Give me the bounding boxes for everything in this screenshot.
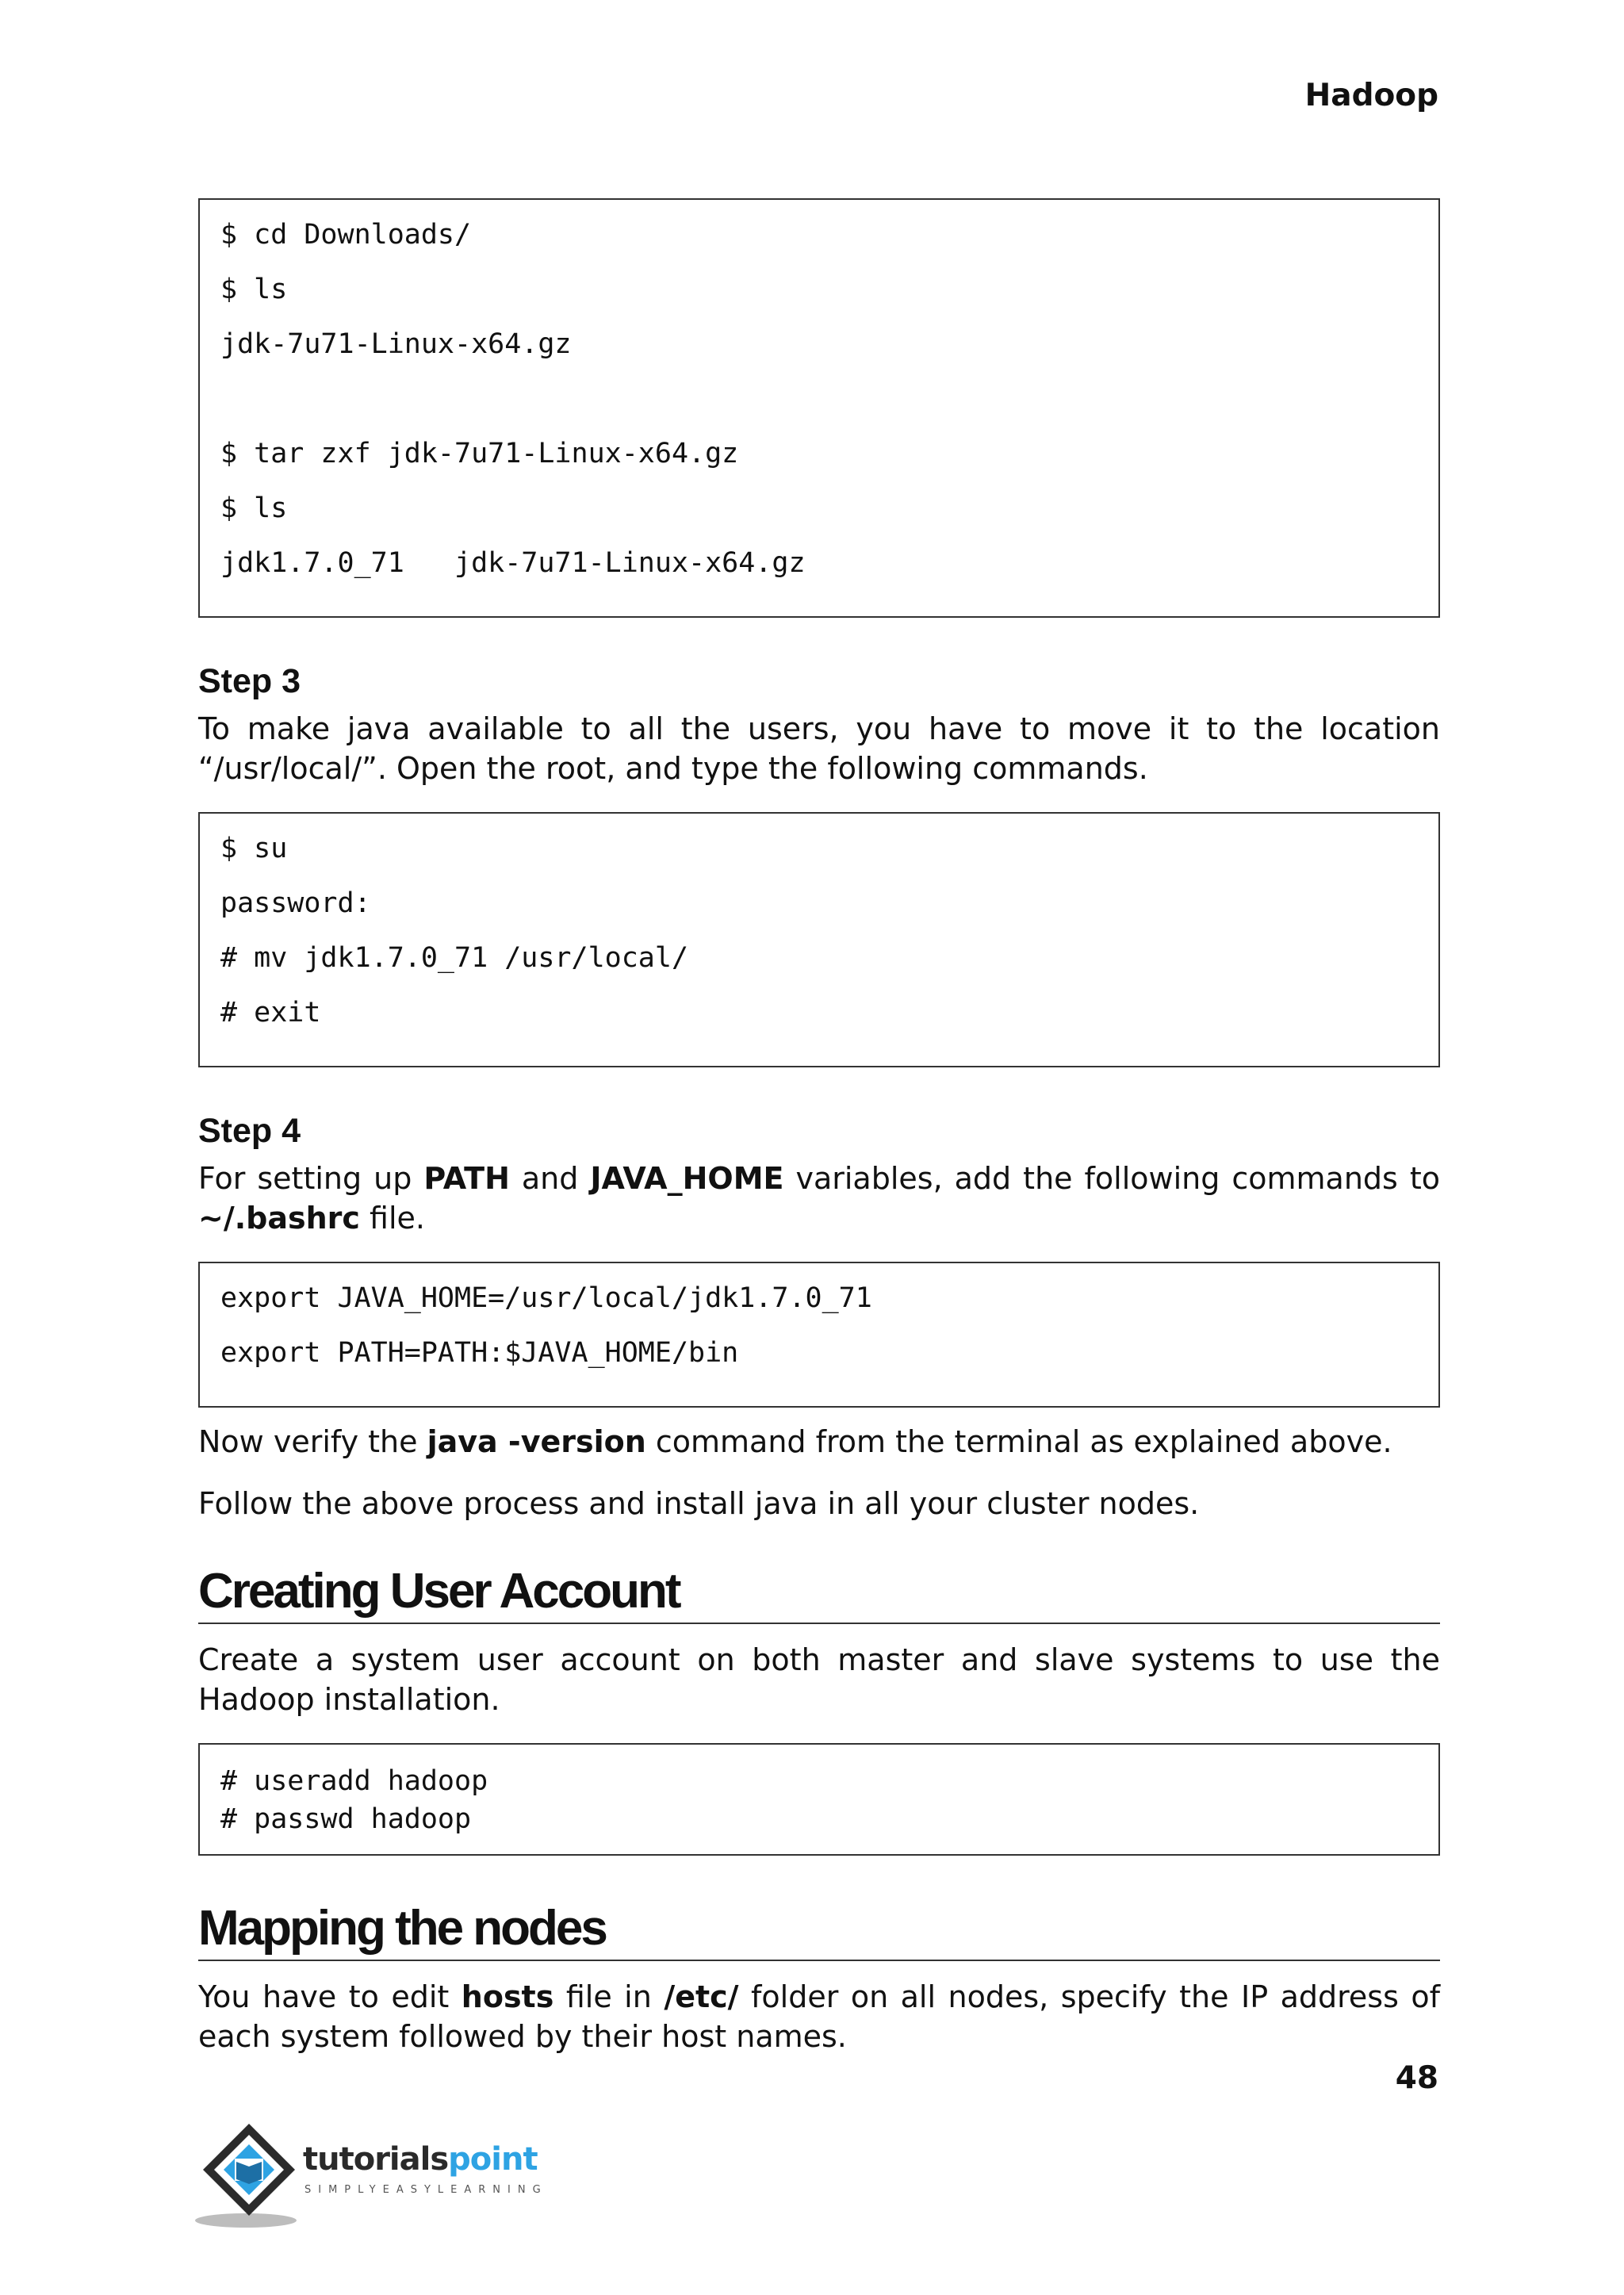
logo-diamond-icon — [193, 2119, 304, 2230]
code-line: export JAVA_HOME=/usr/local/jdk1.7.0_71 — [220, 1282, 872, 1314]
section-heading-mapping-nodes: Mapping the nodes — [198, 1900, 1440, 1961]
java-version-keyword: java -version — [427, 1424, 646, 1459]
code-line: # mv jdk1.7.0_71 /usr/local/ — [220, 942, 689, 974]
section-heading-creating-user-account: Creating User Account — [198, 1563, 1440, 1624]
code-line: $ su — [220, 833, 288, 864]
java-home-keyword: JAVA_HOME — [590, 1161, 784, 1196]
mapping-nodes-paragraph: You have to edit hosts file in /etc/ folder on all nodes, specify the IP address of each system followed by their host names. — [198, 1979, 1440, 2054]
tutorialspoint-logo — [193, 2119, 566, 2230]
code-line: export PATH=PATH:$JAVA_HOME/bin — [220, 1337, 739, 1369]
etc-keyword: /etc/ — [664, 1979, 739, 2014]
code-line: $ tar zxf jdk-7u71-Linux-x64.gz — [220, 438, 739, 469]
code-line: # passwd hadoop — [220, 1803, 472, 1835]
page-content — [198, 198, 1440, 2056]
path-keyword: PATH — [423, 1161, 510, 1196]
creating-user-paragraph: Create a system user account on both master and slave systems to use the Hadoop installation. — [198, 1642, 1440, 1717]
hosts-keyword: hosts — [461, 1979, 554, 2014]
step-4-paragraph: For setting up PATH and JAVA_HOME variables, add the following commands to ~/.bashrc file. — [198, 1161, 1440, 1236]
logo-wordmark: tutorialspoint — [303, 2141, 538, 2178]
logo-tagline: SIMPLYEASYLEARNING — [304, 2184, 548, 2196]
step-4-heading: Step 4 — [198, 1112, 301, 1150]
code-block-useradd — [198, 1743, 1440, 1856]
code-line-blank — [220, 380, 1418, 435]
verify-paragraph: Now verify the java -version command from the terminal as explained above. — [198, 1424, 1392, 1459]
step-3-paragraph: To make java available to all the users, you have to move it to the location “/usr/local/”. Open the root, and type the following commands. — [198, 711, 1440, 786]
code-line: # useradd hadoop — [220, 1765, 488, 1797]
code-line: $ ls — [220, 274, 288, 305]
code-line: jdk-7u71-Linux-x64.gz — [220, 328, 572, 360]
code-block-extract-jdk — [198, 198, 1440, 618]
follow-paragraph: Follow the above process and install java in all your cluster nodes. — [198, 1486, 1200, 1521]
code-line: password: — [220, 887, 371, 919]
code-line: $ cd Downloads/ — [220, 219, 472, 251]
bashrc-keyword: ~/.bashrc — [198, 1201, 360, 1236]
step-3-heading: Step 3 — [198, 662, 301, 700]
code-line: $ ls — [220, 492, 288, 524]
page-number: 48 — [1395, 2060, 1438, 2096]
code-block-export-vars — [198, 1262, 1440, 1408]
code-line: jdk1.7.0_71 jdk-7u71-Linux-x64.gz — [220, 547, 806, 579]
code-block-move-jdk — [198, 812, 1440, 1067]
code-line: # exit — [220, 997, 321, 1029]
running-header: Hadoop — [1304, 78, 1438, 113]
